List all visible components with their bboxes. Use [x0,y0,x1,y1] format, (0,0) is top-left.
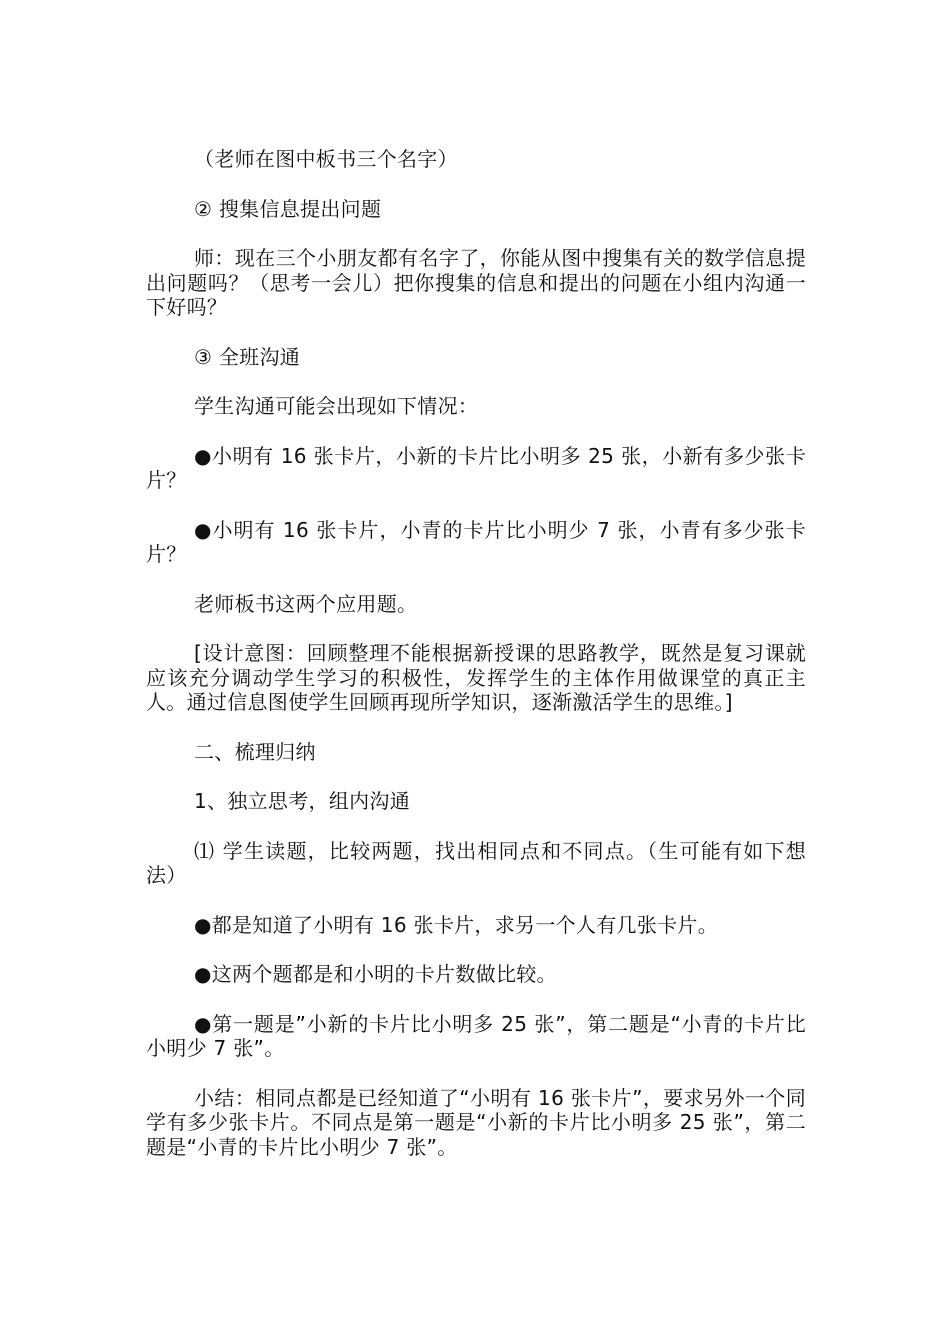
paragraph: （老师在图中板书三个名字） [194,147,458,171]
paragraph: ●这两个题都是和小明的卡片数做比较。 [194,962,557,986]
paragraph: ③ 全班沟通 [194,344,301,369]
paragraph: ●都是知道了小明有 16 张卡片，求另一个人有几张卡片。 [194,912,719,937]
paragraph: ② 搜集信息提出问题 [194,196,382,221]
paragraph: [设计意图：回顾整理不能根据新授课的思路教学，既然是复习课就应该充分调动学生学习的积极性，发挥学生的主体作用做课堂的真正主人。通过信息图使学生回顾再现所学知识，逐渐激活学生的思维。] [146,641,806,714]
paragraph: ●第一题是”小新的卡片比小明多 25 张”，第二题是“小青的卡片比小明少 7 张”。 [146,1011,806,1060]
paragraph: ●小明有 16 张卡片，小青的卡片比小明少 7 张，小青有多少张卡片？ [146,517,806,566]
paragraph: 1、独立思考，组内沟通 [194,789,411,813]
paragraph: 二、梳理归纳 [194,739,316,764]
document-page [146,147,806,1159]
paragraph: 学生沟通可能会出现如下情况： [194,394,479,418]
paragraph: 小结：相同点都是已经知道了“小明有 16 张卡片”，要求另外一个同学有多少张卡片。不同点是第一题是“小新的卡片比小明多 25 张”，第二题是“小青的卡片比小明少 7 张”。 [146,1085,806,1159]
paragraph: 老师板书这两个应用题。 [194,591,418,616]
paragraph: ●小明有 16 张卡片，小新的卡片比小明多 25 张，小新有多少张卡片？ [146,443,806,492]
paragraph: 师：现在三个小朋友都有名字了，你能从图中搜集有关的数学信息提出问题吗？（思考一会儿）把你搜集的信息和提出的问题在小组内沟通一下好吗？ [146,246,806,319]
paragraph: ⑴ 学生读题，比较两题，找出相同点和不同点。（生可能有如下想法） [146,838,806,887]
